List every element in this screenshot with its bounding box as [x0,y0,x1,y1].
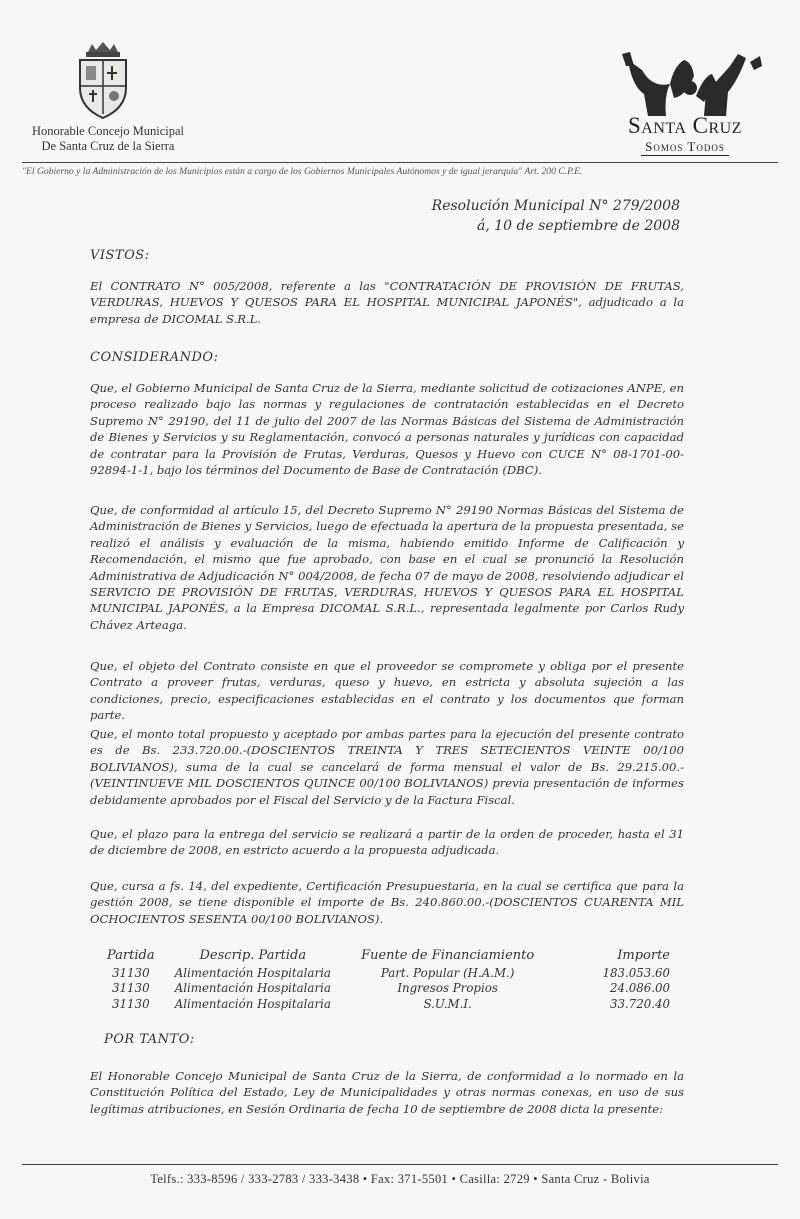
cell-descripcion: Alimentación Hospitalaria [174,981,331,996]
considerando-paragraph-1-block [90,380,684,478]
budget-header-row [100,946,680,965]
considerando-heading: CONSIDERANDO: [90,350,219,365]
considerando-paragraph-6-block [90,878,684,927]
considerando-paragraph-6: Que, cursa a fs. 14, del expediente, Certificación Presupuestaria, en la cual se certifica que para la gestión 2008, se tiene disponible el importe de Bs. 240.860.00.-(DOSCIENTOS CUARENTA MIL OCHOCIENTOS SESENTA 00/100 BOLIVIANOS). [90,879,684,926]
table-row [100,965,680,981]
council-name-line2: De Santa Cruz de la Sierra [41,139,175,153]
cell-descripcion: Alimentación Hospitalaria [174,996,331,1011]
por-tanto-heading: POR TANTO: [104,1032,195,1047]
council-name [8,124,208,154]
considerando-paragraph-5: Que, el plazo para la entrega del servicio se realizará a partir de la orden de proceder, hasta el 31 de diciembre de 2008, en estricto acuerdo a la propuesta adjudicada. [90,827,684,858]
considerando-paragraph-3-block [90,658,684,724]
header-motto: "El Gobierno y la Administración de los Municipios están a cargo de los Gobiernos Municipales Autónomos y de igual jerarquía" Art. 200 C.P.E. [22,166,583,177]
council-name-line1: Honorable Concejo Municipal [31,124,185,138]
resolution-number: Resolución Municipal N° 279/2008 [431,198,680,214]
considerando-paragraph-5-block [90,826,684,859]
cell-descripcion: Alimentación Hospitalaria [174,965,331,980]
table-row [100,996,680,1012]
santa-cruz-brand [600,114,770,156]
vistos-paragraph: El CONTRATO N° 005/2008, referente a las "CONTRATACIÓN DE PROVISIÓN DE FRUTAS, VERDURAS, HUEVOS Y QUESOS PARA EL HOSPITAL MUNICIPAL JAPONÉS", adjudicado a la empresa de DICOMAL S.R.L. [90,279,684,326]
cell-partida: 31130 [112,996,150,1011]
header-divider [22,162,778,163]
header-descripcion: Descrip. Partida [199,948,307,963]
coat-of-arms-logo [74,42,132,122]
por-tanto-section [90,1068,684,1117]
budget-table [100,946,680,1012]
brand-name: Santa Cruz [627,113,743,138]
considerando-paragraph-4-block [90,726,684,808]
considerando-paragraph-2-block [90,502,684,633]
cell-partida: 31130 [112,981,150,996]
brand-slogan: Somos Todos [641,140,729,156]
resolution-title [432,196,680,236]
cell-importe: 183.053.60 [602,965,670,980]
table-row [100,981,680,997]
considerando-paragraph-3: Que, el objeto del Contrato consiste en que el proveedor se compromete y obliga por el presente Contrato a proveer frutas, verduras, queso y huevo, en estricta y absoluta sujeción a las condiciones, precio, especificaciones establecidas en el contrato y los documentos que forman parte. [90,659,684,723]
header-fuente: Fuente de Financiamiento [361,948,535,963]
vistos-section [90,278,684,327]
cell-importe: 33.720.40 [609,996,670,1011]
header-partida: Partida [107,948,155,963]
cell-partida: 31130 [112,965,150,980]
cell-importe: 24.086.00 [609,981,670,996]
considerando-paragraph-2: Que, de conformidad al artículo 15, del Decreto Supremo N° 29190 Normas Básicas del Sistema de Administración de Bienes y Servicios, luego de efectuada la apertura de la propuesta presentada, se realizó el análisis y evaluación de la misma, habiendo emitido Informe de Calificación y Recomendación, el mismo que fue aprobado, con base en el cual se pronunció la Resolución Administrativa de Adjudicación N° 004/2008, de fecha 07 de mayo de 2008, resolviendo adjudicar el SERVICIO DE PROVISIÓN DE FRUTAS, VERDURAS, HUEVOS Y QUESOS PARA EL HOSPITAL MUNICIPAL JAPONÉS, a la Empresa DICOMAL S.R.L., representada legalmente por Carlos Rudy Chávez Arteaga. [90,503,684,632]
considerando-paragraph-4: Que, el monto total propuesto y aceptado por ambas partes para la ejecución del presente contrato es de Bs. 233.720.00.-(DOSCIENTOS TREINTA Y TRES SETECIENTOS VEINTE 00/100 BOLIVIANOS), suma de la cual se cancelará de forma mensual el valor de Bs. 29.215.00.- (VEINTINUEVE MIL DOSCIENTOS QUINCE 00/100 BOLIVIANOS) previa presentación de informes debidamente aprobados por el Fiscal del Servicio y de la Factura Fiscal. [90,727,684,807]
header-importe: Importe [617,948,670,963]
por-tanto-paragraph: El Honorable Concejo Municipal de Santa Cruz de la Sierra, de conformidad a lo normado en la Constitución Política del Estado, Ley de Municipalidades y otras normas conexas, en uso de sus legítimas atribuciones, en Sesión Ordinaria de fecha 10 de septiembre de 2008 dicta la presente: [90,1069,684,1116]
considerando-paragraph-1: Que, el Gobierno Municipal de Santa Cruz de la Sierra, mediante solicitud de cotizaciones ANPE, en proceso realizado bajo las normas y regulaciones de contratación establecidas en el Decreto Supremo N° 29190, del 11 de julio del 2007 de las Normas Básicas del Sistema de Administración de Bienes y Servicios y su Reglamentación, convocó a personas naturales y jurídicas con capacidad de contratar para la Provisión de Frutas, Verduras, Quesos y Huevo con CUCE N° 08-1701-00-92894-1-1, bajo los términos del Documento de Base de Contratación (DBC). [90,381,684,478]
cell-fuente: Part. Popular (H.A.M.) [380,965,515,980]
cell-fuente: Ingresos Propios [397,981,498,996]
resolution-date: á, 10 de septiembre de 2008 [476,218,680,234]
cell-fuente: S.U.M.I. [423,996,472,1011]
vistos-heading: VISTOS: [90,248,150,263]
footer-contact: Telfs.: 333-8596 / 333-2783 / 333-3438 • Fax: 371-5501 • Casilla: 2729 • Santa Cruz - Bolivia [150,1172,650,1186]
footer-divider [22,1164,778,1165]
